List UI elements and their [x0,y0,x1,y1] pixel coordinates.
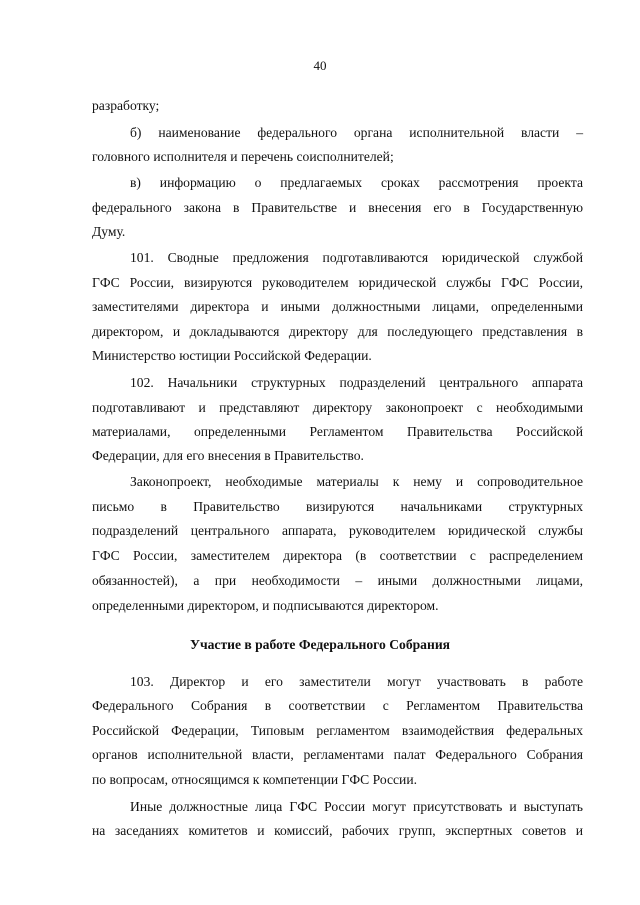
text-line: Федерального Собрания в соответствии с Регламентом Правительства [92,698,583,713]
text-line: определенными директором, и подписываются директором. [92,598,439,613]
text-line: Министерство юстиции Российской Федерации. [92,348,372,363]
text-line: ГФС России, визируются руководителем юридической службы ГФС России, [92,275,583,290]
text-line: 101. Сводные предложения подготавливаются юридической службой [130,250,583,265]
text-line: разработку; [92,98,160,113]
text-line: материалами, определенными Регламентом Правительства Российской [92,424,583,439]
text-line: в) информацию о предлагаемых сроках рассмотрения проекта [130,175,583,190]
text-line: обязанностей), а при необходимости – иными должностными лицами, [92,573,583,588]
text-line: Законопроект, необходимые материалы к нему и сопроводительное [130,474,583,489]
text-line: на заседаниях комитетов и комиссий, рабочих групп, экспертных советов и [92,823,583,838]
text-line: Федерации, для его внесения в Правительство. [92,448,364,463]
text-line: директором, и докладываются директору для последующего представления в [92,324,583,339]
text-line: 103. Директор и его заместители могут участвовать в работе [130,674,583,689]
text-line: 102. Начальники структурных подразделений центрального аппарата [130,375,583,390]
text-line: по вопросам, относящимся к компетенции ГФС России. [92,772,417,787]
text-line: подготавливают и представляют директору законопроект с необходимыми [92,400,583,415]
text-line: органов исполнительной власти, регламентами палат Федерального Собрания [92,747,583,762]
text-line: ГФС России, заместителем директора (в соответствии с распределением [92,548,583,563]
text-line: б) наименование федерального органа исполнительной власти – [130,125,583,140]
text-line: заместителями директора и иными должностными лицами, определенными [92,299,583,314]
text-line: Думу. [92,224,126,239]
section-heading: Участие в работе Федерального Собрания [189,637,451,652]
text-line: федерального закона в Правительстве и внесения его в Государственную [92,200,583,215]
text-line: головного исполнителя и перечень соисполнителей; [92,149,394,164]
text-line: Иные должностные лица ГФС России могут присутствовать и выступать [130,799,583,814]
text-line: письмо в Правительство визируются начальниками структурных [92,499,583,514]
text-line: Российской Федерации, Типовым регламентом взаимодействия федеральных [92,723,583,738]
page-number: 40 [313,58,327,73]
text-line: подразделений центрального аппарата, руководителем юридической службы [92,523,583,538]
